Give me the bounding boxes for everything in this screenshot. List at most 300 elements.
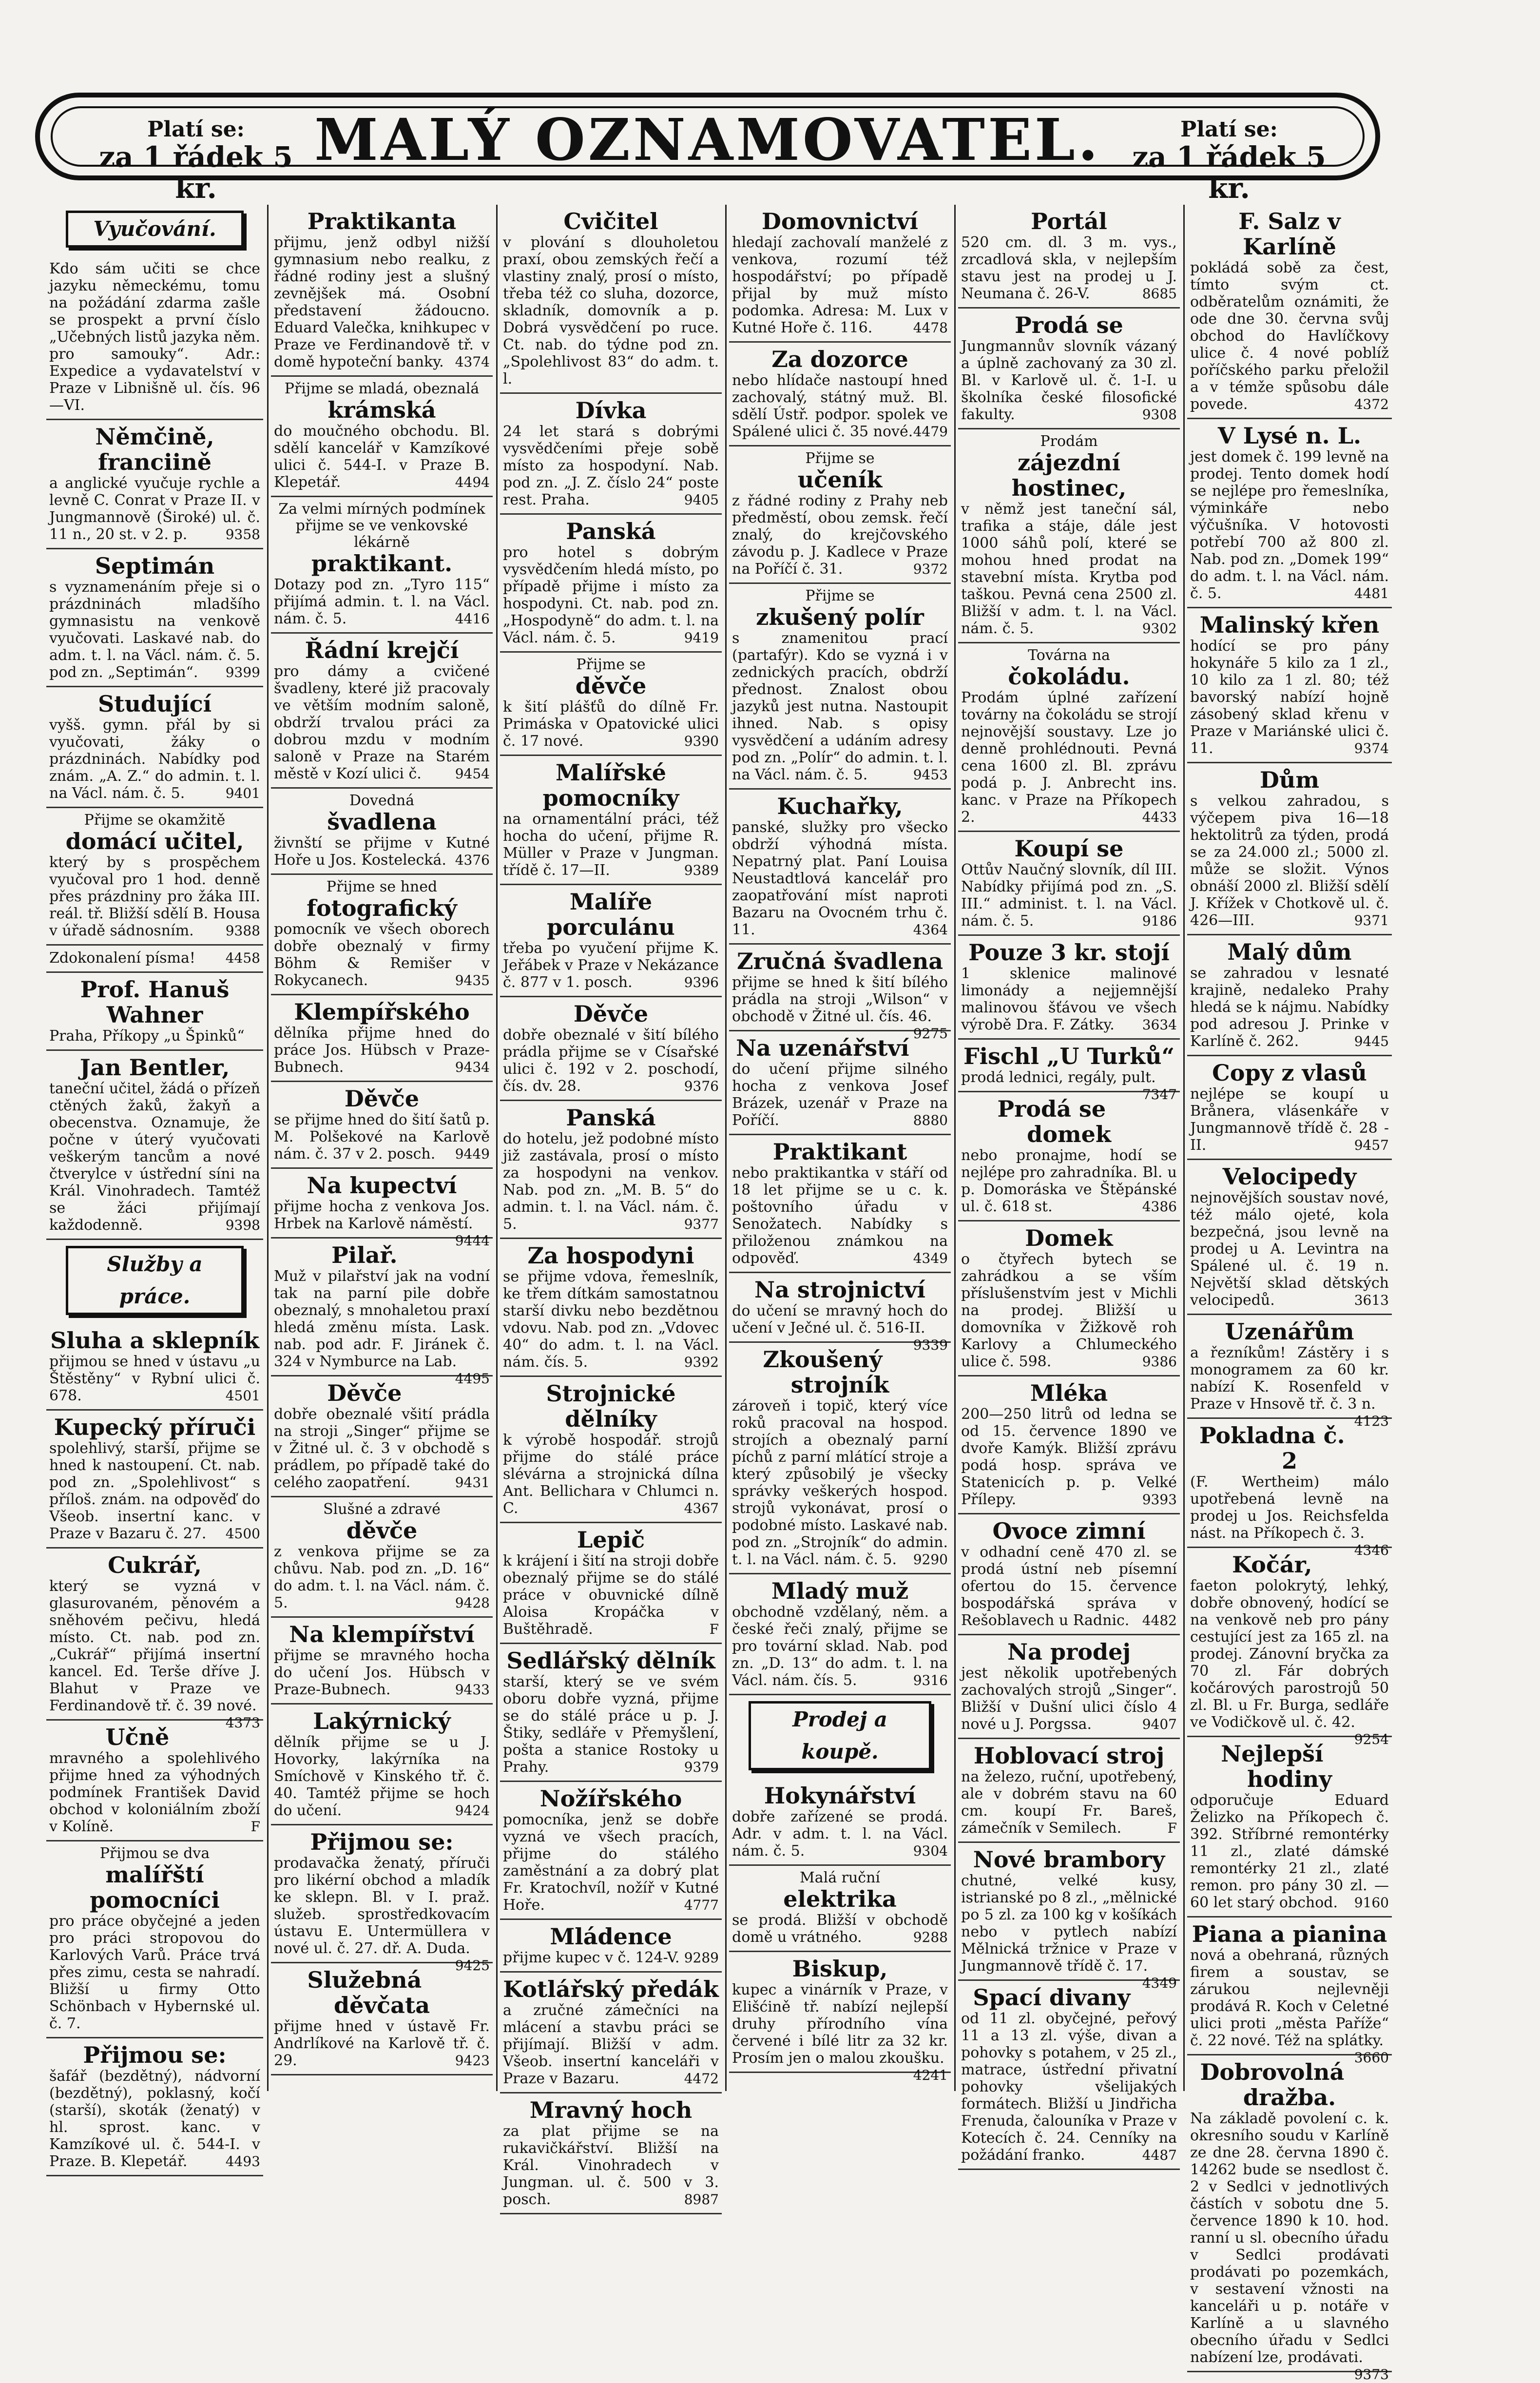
classified-ad	[958, 205, 1180, 309]
ad-heading: Kotlářský předák	[503, 1976, 719, 2002]
ad-number: 4346	[1354, 1542, 1389, 1558]
classified-ad	[729, 1273, 951, 1353]
ad-number: 9339	[913, 1337, 948, 1353]
ad-preface: Přijme se	[576, 656, 646, 673]
ad-number: 9302	[1142, 620, 1177, 637]
ad-heading: Strojnické dělníky	[546, 1380, 676, 1432]
ad-text: dobře obeznalé všití prádla na stroji „Singer“ přijme se v Žitné ul. č. 3 v obchodě s prádlem, po případě také do celého zaopatření.	[274, 1406, 490, 1491]
ad-text: s vyznamenáním přeje si o prázdninách mladšího gymnasistu na venkově vyučovati. Laskavé nab. do adm. t. l. na Václ. nám. č. 5. pod zn. „Septimán“.	[49, 579, 260, 681]
classified-ad	[1187, 1056, 1392, 1160]
classified-ad	[46, 973, 263, 1051]
ad-body	[49, 260, 260, 414]
classified-ad	[729, 790, 951, 945]
ad-text: Prodám úplné zařízení továrny na čokoládu se strojí nejnovější soustavy. Lze jo denně prohlédnouti. Pevná cena 1600 zl. Bl. zprávu podá p. J. Anbrecht ins. kanc. v Praze na Příkopech 2.	[961, 689, 1177, 826]
ad-number: 3613	[1354, 1292, 1389, 1308]
ad-heading: Na uzenářství	[736, 1035, 909, 1061]
classified-ad	[500, 653, 722, 756]
ad-body	[961, 501, 1177, 637]
ad-text: pro práce obyčejné a jeden pro práci stropovou do Karlových Varů. Práce trvá přes zimu, cesta se nahradí. Bližší u firmy Otto Schönbach v Hybernské ul. č. 7.	[49, 1913, 260, 2032]
ad-number: 4487	[1142, 2147, 1177, 2163]
classified-ad	[958, 1514, 1180, 1635]
classified-ad	[500, 997, 722, 1101]
ad-number: 9405	[684, 492, 719, 508]
ad-number: 9377	[684, 1216, 719, 1232]
ad-text: z venkova přijme se za chůvu. Nab. pod zn. „D. 16“ do adm. t. l. na Václ. nám. č. 5.	[274, 1543, 490, 1611]
ad-text: mravného a spolehlivého přijme hned za výhodných podmínek František David obchod v koloniálním zboží v Kolíně.	[49, 1750, 260, 1835]
ad-heading: Panská	[566, 518, 656, 544]
ad-number: 4479	[913, 424, 948, 440]
ad-text: přijme hocha z venkova Jos. Hrbek na Karlově náměstí.	[274, 1198, 490, 1232]
column-3	[500, 205, 722, 2208]
ad-number: 9254	[1354, 1731, 1389, 1747]
ad-body	[274, 1647, 490, 1698]
ad-body	[961, 338, 1177, 423]
ad-text: do moučného obchodu. Bl. sdělí kancelář v Kamzíkové ulici č. 544-I. v Praze B. Klepetář.	[274, 423, 490, 491]
classified-ad	[46, 1549, 263, 1731]
ad-text: nebo hlídače nastoupí hned zachovalý, státný muž. Bl. sdělí Ústř. podpor. spolek ve Spálené ulici č. 35 nové.	[732, 372, 948, 440]
ad-number: 4364	[913, 922, 948, 938]
classified-ad	[1187, 1548, 1392, 1747]
classified-ad	[958, 1981, 1180, 2170]
ad-body	[274, 1198, 490, 1249]
ad-heading: Dům	[1259, 767, 1319, 793]
classified-ad	[729, 1952, 951, 2083]
ad-body	[1190, 1473, 1389, 1558]
ad-heading: Biskup,	[792, 1956, 888, 1982]
ad-preface: Prodám	[1040, 433, 1098, 450]
ad-body	[961, 1544, 1177, 1629]
ad-heading: Zkoušený strojník	[763, 1346, 889, 1398]
ad-body	[274, 1268, 490, 1387]
ad-heading: domácí učitel,	[65, 828, 244, 854]
ad-number: 8987	[684, 2191, 719, 2208]
ad-text: přijme hned v ústavě Fr. Andrlíkové na Karlově tř. č. 29.	[274, 2018, 490, 2069]
ad-number: 3660	[1354, 2050, 1389, 2066]
classified-ad	[729, 1135, 951, 1273]
classified-ad	[1187, 763, 1392, 935]
ad-text: taneční učitel, žádá o přízeň ctěných žaků, žakyň a obecenstva. Oznamuje, že počne v úterý vyučovati veškerým tancům a nové čtverylce v ústřední síni na Král. Vinohradech. Tamtéž se žáci přijímají každodenně.	[49, 1080, 260, 1234]
column-rule	[725, 205, 727, 2091]
ad-heading: Jan Bentler,	[79, 1054, 230, 1081]
ad-heading: Přijmou se:	[310, 1829, 454, 1855]
classified-ad	[729, 584, 951, 790]
ad-number: 9316	[913, 1672, 948, 1688]
ad-heading: Malý dům	[1227, 939, 1352, 965]
ad-number: 9390	[684, 733, 719, 749]
ad-heading: Na kupectví	[307, 1172, 457, 1199]
classified-ad	[271, 1963, 493, 2075]
classified-ad	[46, 1841, 263, 2038]
classified-ad	[46, 1721, 263, 1841]
ad-heading: Hokynářství	[764, 1782, 916, 1809]
ad-number: 9386	[1142, 1354, 1177, 1370]
ad-text: chutné, velké kusy, istrianské po 8 zl., „mělnické po 5 zl. za 100 kg v košíkách nebo v pytlech nabízí Mělnická tržnice v Praze v Jungmannově třídě č. 17.	[961, 1872, 1177, 1975]
classified-ad	[1187, 205, 1392, 419]
ad-text: o čtyřech bytech se zahrádkou a se vším příslušenstvím jest v Michli na prodej. Bližší u domovníka v Žižkově roh Karlovy a Chlumeckého ulice č. 598.	[961, 1251, 1177, 1370]
ad-body	[274, 2018, 490, 2069]
ad-text: hledají zachovalí manželé z venkova, rozumí též hospodářství; po případě přijal by muž místo podomka. Adresa: M. Lux v Kutné Hoře č. 116.	[732, 234, 948, 336]
ad-number: 4481	[1354, 585, 1389, 601]
classified-ad	[271, 1082, 493, 1169]
masthead-title: MALÝ OZNAMOVATEL.	[314, 106, 1101, 174]
ad-heading: Portál	[1031, 208, 1107, 234]
ad-heading: Prodá se domek	[997, 1096, 1111, 1147]
ad-body	[961, 1251, 1177, 1370]
ad-number: 8685	[1142, 286, 1177, 302]
classified-ad	[1187, 608, 1392, 763]
ad-body	[732, 234, 948, 336]
ad-preface: Přijme se hned	[326, 878, 438, 895]
ad-body	[732, 1604, 948, 1689]
ad-heading: Děvče	[344, 1085, 420, 1112]
classified-ad	[500, 205, 722, 394]
ad-text: prodá lednici, regály, pult.	[961, 1069, 1156, 1086]
ad-heading: Na prodej	[1007, 1639, 1131, 1665]
ad-heading: Panská	[566, 1104, 656, 1131]
ad-text: obchodně vzdělaný, něm. a české řeči znalý, přijme se pro tovární sklad. Nab. pod zn. „D. 13“ do adm. t. l. na Václ. nám. čís. 5.	[732, 1604, 948, 1689]
classified-ad	[1187, 419, 1392, 608]
ad-heading: Studující	[97, 691, 212, 717]
ad-heading: Kupecký příruči	[54, 1414, 256, 1440]
classified-ad	[1187, 1419, 1392, 1558]
ad-text: v plování s dlouholetou praxí, obou zemských řečí a vlastiny znalý, prosí o místo, třeba též co sluha, dozorce, skladník, domovník a p. Dobrá vysvědčení po ruce. Ct. nab. do týdne pod zn. „Spolehlivost 83“ do adm. t. l.	[503, 234, 719, 387]
ad-text: Dotazy pod zn. „Tyro 115“ přijímá admin. t. l. na Václ. nám. č. 5.	[274, 576, 490, 627]
ad-heading: Hoblovací stroj	[973, 1743, 1165, 1769]
ad-number: 9449	[455, 1146, 490, 1162]
ad-text: v odhadní ceně 470 zl. se prodá ústní neb písemní ofertou do 15. července bospodářská správa v Rešoblavech u Radnic.	[961, 1544, 1177, 1629]
ad-heading: Domovnictví	[761, 208, 919, 234]
ad-body	[274, 921, 490, 989]
classified-ad	[958, 1040, 1180, 1103]
ad-heading: Na klempířství	[289, 1621, 475, 1647]
ad-text: nebo praktikantka v stáří od 18 let přijme se u c. k. poštovního úřadu v Senožatech. Nabídky s přiloženou známkou na odpověď.	[732, 1164, 948, 1267]
classified-ad	[958, 643, 1180, 832]
ad-heading: Zručná švadlena	[736, 948, 943, 974]
ad-heading: V Lysé n. L.	[1217, 423, 1362, 449]
classified-ad	[958, 1221, 1180, 1376]
ad-heading: Pilař.	[331, 1242, 398, 1268]
ad-body	[49, 854, 260, 939]
ad-heading: Cukrář,	[108, 1552, 202, 1578]
column-rule	[954, 205, 956, 2091]
ad-heading: Za hospodyni	[527, 1242, 694, 1269]
ad-heading: Uzenářům	[1225, 1318, 1354, 1345]
classified-ad	[271, 1825, 493, 1974]
ad-heading: Sluha a sklepník	[50, 1327, 259, 1354]
ad-body	[503, 1130, 719, 1233]
ad-heading: děvče	[346, 1517, 418, 1544]
ad-body	[49, 949, 260, 967]
ad-heading: Velocipedy	[1222, 1163, 1357, 1190]
ad-preface: Přijmou se dva	[99, 1845, 210, 1862]
ad-text: který by s prospěchem vyučoval pro 1 hod. denně přes prázdniny pro žáka III. reál. tř. Bližší sdělí B. Housa v úřadě sádnosním.	[49, 854, 260, 939]
ad-body	[732, 819, 948, 938]
ad-number: 9398	[225, 1217, 260, 1233]
ad-heading: Koupí se	[1014, 835, 1124, 862]
ad-body	[274, 234, 490, 370]
ad-number: 9308	[1142, 407, 1177, 423]
ad-text: a řezníkům! Zástěry i s monogramem za 60 kr. nabízí K. Rosenfeld v Praze v Hnsově tř. č. 3 n.	[1190, 1344, 1389, 1413]
ad-heading: Ovoce zimní	[992, 1518, 1146, 1544]
ad-text: Ottův Naučný slovník, díl III. Nabídky přijímá pod zn. „S. III.“ administ. t. l. na Václ. nám. č. 5.	[961, 861, 1177, 930]
classified-ad	[271, 1169, 493, 1249]
ad-text: pro dámy a cvičené švadleny, které již pracovaly ve větším modním saloně, obdrží trvalou práci za dobrou mzdu v modním saloně v Praze na Starém městě v Kozí ulici č.	[274, 663, 490, 782]
ad-heading: Pouze 3 kr. stojí	[968, 939, 1170, 966]
ad-number: 4373	[225, 1715, 260, 1731]
ad-body	[732, 372, 948, 440]
price-note-right	[1127, 118, 1331, 204]
ad-number: F	[1167, 1820, 1177, 1836]
classified-ad	[46, 256, 263, 420]
classified-ad	[958, 1376, 1180, 1514]
ad-body	[1190, 1344, 1389, 1429]
ad-heading: Němčině, franciině	[95, 424, 214, 475]
ad-number: 9393	[1142, 1492, 1177, 1508]
classified-ad	[729, 343, 951, 446]
ad-number: 9423	[455, 2053, 490, 2069]
ad-body	[961, 234, 1177, 302]
ad-number: 4416	[455, 611, 490, 627]
ad-number: 9358	[225, 526, 260, 542]
ad-text: za plat přijme se na rukavičkářství. Bližší na Král. Vinohradech v Jungman. ul. č. 500 v 3. posch.	[503, 2123, 719, 2208]
ad-text: 1 sklenice malinové limonády a nejjemnější malinovou šťávou ve všech výrobě Dra. F. Zátky.	[961, 965, 1177, 1033]
classified-ad	[271, 634, 493, 789]
ad-number: 4495	[455, 1371, 490, 1387]
ad-preface: Přijme se	[805, 587, 875, 604]
ad-body	[274, 423, 490, 491]
ad-heading: Malířské pomocníky	[542, 759, 679, 811]
ad-heading: Řádní krejčí	[305, 637, 459, 663]
ad-body	[503, 1027, 719, 1095]
ad-text: (F. Wertheim) málo upotřebená levně na prodej u Jos. Reichsfelda nást. na Příkopech č. 3.	[1190, 1473, 1389, 1542]
column-rule	[267, 205, 269, 2091]
ad-heading: praktikant.	[311, 550, 453, 577]
ad-text: na ornamentální práci, též hocha do učení, přijme R. Müller v Praze v Jungman. třídě č. 17—II.	[503, 811, 719, 879]
ad-text: pomocníka, jenž se dobře vyzná ve všech pracích, přijme do stálého zaměstnání a za dobrý plat Fr. Kratochvíl, nožíř v Kutné Hoře.	[503, 1811, 719, 1914]
classified-ad	[1187, 2055, 1392, 2383]
ad-body	[961, 1665, 1177, 1733]
classified-ad	[958, 1843, 1180, 1991]
ad-body	[49, 1080, 260, 1234]
ad-heading: Služebná děvčata	[307, 1967, 430, 2018]
classified-ad	[46, 420, 263, 549]
ad-text: nejlépe se koupí u Brånera, vlásenkáře v Jungmannově třídě č. 28 -II.	[1190, 1085, 1389, 1154]
ad-body	[49, 1027, 260, 1045]
classified-ad	[500, 1782, 722, 1920]
ad-text: starší, který se ve svém oboru dobře vyzná, přijme se do stálé práce u p. J. Štiky, sedláře v Přemyšlení, pošta a stanice Rostoky u Prahy.	[503, 1673, 719, 1776]
classified-ad	[958, 832, 1180, 936]
ad-number: 8880	[913, 1112, 948, 1128]
ad-number: 4349	[913, 1250, 948, 1266]
ad-heading: Malinský křen	[1199, 612, 1380, 638]
ad-body	[961, 1406, 1177, 1508]
ad-body	[49, 2068, 260, 2170]
ad-heading: Pokladna č. 2	[1199, 1422, 1345, 1474]
ad-heading: zájezdní hostinec,	[1011, 449, 1127, 501]
ad-number: 9399	[225, 664, 260, 680]
ad-text: a zručné zámečníci na mlácení a stavbu práci se přijímají. Bližší v adm. Všeob. insertní kanceláři v Praze v Bazaru.	[503, 2002, 719, 2087]
price-left-line2: za 1 řádek 5 kr.	[99, 140, 293, 205]
ad-body	[503, 2123, 719, 2208]
ad-text: dělníka přijme hned do práce Jos. Hübsch v Praze-Bubnech.	[274, 1025, 490, 1076]
ad-heading: Dobrovolná dražba.	[1200, 2059, 1345, 2111]
ad-body	[961, 2010, 1177, 2164]
column-rule	[1183, 205, 1185, 2091]
classified-ad	[729, 945, 951, 1042]
ad-number: 9454	[455, 766, 490, 782]
ad-text: Na základě povolení c. k. okresního soudu v Karlíně ze dne 28. června 1890 č. 14262 bude se nsedlost č. 2 v Sedlci v jednotlivých částích v sobotu dne 5. července 1890 k 10. hod. ranní u sl. obecního úřadu v Sedlci prodávati prodávati po pozemkách, v sestavení vžnosti na kanceláři u p. notáře v Karlíně a u slavného obecního úřadu v Sedlci nabízení lze, prodávati.	[1190, 2110, 1389, 2366]
ad-body	[503, 1811, 719, 1914]
ad-heading: Nové brambory	[973, 1846, 1165, 1873]
ad-text: faeton polokrytý, lehký, dobře obnovený, hodící se na venkově neb pro pány cestující jest za 165 zl. na prodej. Zánovní bryčka za 70 zl. Fár dobrých kočárových parostrojů 50 zl. Bl. u Fr. Burga, sedláře ve Vodičkově ul. č. 42.	[1190, 1577, 1389, 1731]
classified-ad	[271, 1705, 493, 1825]
ad-number: 4458	[225, 950, 260, 966]
ad-body	[274, 576, 490, 627]
ad-body	[503, 1673, 719, 1776]
ad-number: F	[250, 1819, 260, 1835]
ad-text: přijme se mravného hocha do učení Jos. Hübsch v Praze-Bubnech.	[274, 1647, 490, 1698]
ad-text: k šití plášťů do dílně Fr. Primáska v Opatovické ulici č. 17 nové.	[503, 698, 719, 750]
ad-text: šafář (bezdětný), nádvorní (bezdětný), poklasný, kočí (starší), skoták (ženatý) v hl. sprost. kanc. v Kamzíkové ul. č. 544-I. v Praze. B. Klepetář.	[49, 2068, 260, 2170]
ad-body	[732, 1912, 948, 1946]
ad-heading: Cvičitel	[563, 208, 658, 234]
ad-text: jest domek č. 199 levně na prodej. Tento domek hodí se nejlépe pro řemeslníka, výminkáře nebo výčušníka. V hotovosti potřebí 700 až 800 zl. Nab. pod zn. „Domek 199“ do adm. t. l. na Václ. nám. č. 5.	[1190, 448, 1389, 602]
ad-body	[49, 1913, 260, 2032]
ad-number: 4493	[225, 2153, 260, 2170]
masthead-banner	[35, 93, 1380, 205]
ad-body	[732, 630, 948, 783]
ad-number: 9407	[1142, 1716, 1177, 1732]
ad-heading: Za dozorce	[771, 346, 908, 372]
ad-body	[732, 1808, 948, 1860]
ad-body	[961, 1147, 1177, 1215]
ad-text: dobře obeznalé v šití bílého prádla přijme se v Císařské ulici č. 192 v 2. poschodí, čís. dv. 28.	[503, 1027, 719, 1095]
ad-heading: Mladý muž	[771, 1578, 909, 1604]
classified-ad	[958, 936, 1180, 1040]
classified-ad	[1187, 1918, 1392, 2066]
classified-ad	[1187, 1315, 1392, 1429]
classified-ad	[958, 1092, 1180, 1221]
classified-ad	[500, 1101, 722, 1239]
ad-number: 9186	[1142, 913, 1177, 929]
ad-heading: Mléka	[1030, 1380, 1108, 1406]
ad-number: 9304	[913, 1843, 948, 1859]
ad-number: 4386	[1142, 1199, 1177, 1215]
section-heading: Vyučování.	[66, 211, 244, 248]
ad-body	[961, 861, 1177, 930]
classified-ad	[958, 429, 1180, 643]
ad-heading: Nejlepší hodiny	[1221, 1741, 1332, 1792]
ad-number: 4123	[1354, 1413, 1389, 1429]
ad-body	[49, 717, 260, 802]
ad-number: 9290	[913, 1551, 948, 1568]
ad-number: 9160	[1354, 1895, 1389, 1911]
ad-body	[274, 1855, 490, 1974]
ad-preface: Dovedná	[349, 792, 415, 809]
ad-text: který se vyzná v glasurovaném, pěnovém a sněhovém pečivu, hledá místo. Ct. nab. pod zn. „Cukrář“ přijímá insertní kancel. Ed. Terše dříve J. Blahut v Praze ve Ferdinandově tř. č. 39 nové.	[49, 1578, 260, 1714]
ad-number: 9424	[455, 1802, 490, 1819]
ad-text: spolehlivý, starší, přijme se hned k nastoupení. Ct. nab. pod zn. „Spolehlivost“ s příloš. znám. na odpověď do Všeob. insertní kanc. v Praze v Bazaru č. 27.	[49, 1440, 260, 1542]
ad-number: 4433	[1142, 809, 1177, 825]
ad-body	[732, 1981, 948, 2083]
ad-number: 4478	[913, 320, 948, 336]
section-heading: Prodej a koupě.	[749, 1701, 931, 1770]
ad-text: v němž jest taneční sál, trafika a stáje, dále jest 1000 sáhů polí, které se mohou hned prodat na stavební místa. Krytba pod taškou. Pevná cena 2500 zl. Bližší v adm. t. l. na Václ. nám. č. 5.	[961, 501, 1177, 637]
ad-body	[49, 579, 260, 681]
ad-heading: Fischl „U Turků“	[963, 1043, 1175, 1069]
ad-heading: Septimán	[95, 553, 215, 579]
ad-preface: Přijme se	[805, 450, 875, 467]
section-heading: Služby a práce.	[66, 1246, 244, 1315]
classified-ad	[500, 394, 722, 515]
ad-number: 9371	[1354, 912, 1389, 929]
ad-heading: švadlena	[327, 809, 437, 835]
ad-text: do učení se mravný hoch do učení v Ječné ul. č. 516-II.	[732, 1302, 948, 1337]
ad-number: 4472	[684, 2071, 719, 2087]
ad-heading: Praktikanta	[307, 208, 457, 234]
ad-number: 9433	[455, 1682, 490, 1698]
column-1	[46, 205, 263, 2170]
ad-text: pokládá sobě za čest, tímto svým ct. odběratelům oznámiti, že ode dne 30. června svůj obchod do Havlíčkovy ulice č. 4 nové poblíž poříčského parku přeložil a v témže spůsobu dále povede.	[1190, 259, 1389, 413]
ad-number: F	[709, 1621, 719, 1637]
ad-number: 9401	[225, 785, 260, 801]
ad-text: prodavačka ženatý, příruči pro likérní obchod a mladík ke sklepn. Bl. v I. praž. služeb. sprostředkovacím ústavu E. Untermüllera v nové ul. č. 27. dř. A. Duda.	[274, 1855, 490, 1957]
ad-text: Praha, Příkopy „u Špinků“	[49, 1027, 245, 1045]
classified-ad	[500, 1239, 722, 1377]
ad-text: z řádné rodiny z Prahy neb předměstí, obou zemsk. řečí znalý, do krejčovského závodu p. J. Kadlece v Praze na Poříčí č. 31.	[732, 492, 948, 578]
ad-preface: Malá ruční	[800, 1869, 880, 1886]
classified-ad	[46, 1411, 263, 1549]
classified-ad	[500, 885, 722, 997]
ad-number: 7347	[1142, 1086, 1177, 1103]
ad-body	[961, 965, 1177, 1033]
ad-text: vyšš. gymn. přál by si vyučovati, žáky o prázdninách. Nabídky pod znám. „A. Z.“ do admin. t. l. na Václ. nám. č. 5.	[49, 717, 260, 802]
ad-text: pro hotel s dobrým vysvědčením hledá místo, po případě přijme i místo za hospodyni. Ct. nab. pod zn. „Hospodyně“ do adm. t. l. na Václ. nám. č. 5.	[503, 544, 719, 646]
ad-heading: Přijmou se:	[83, 2042, 227, 2068]
ad-number: 4494	[455, 474, 490, 490]
price-right-line1: Platí se:	[1180, 117, 1278, 142]
ad-text: přijmou se hned v ústavu „u Štěstěny“ v Rybní ulici č. 678.	[49, 1353, 260, 1404]
ad-heading: Na strojnictví	[754, 1277, 925, 1303]
ad-number: 9392	[684, 1354, 719, 1370]
ad-body	[503, 1432, 719, 1517]
classified-ad	[46, 946, 263, 973]
ad-number: 9457	[1354, 1137, 1389, 1153]
classified-ad	[500, 1644, 722, 1782]
ad-text: zároveň i topič, který více roků pracoval na hospod. strojích a obeznalý parní píchů z parní mlátící stroje a který způsobilý je všecky správky veškerých hospod. strojů vykonávat, prosí o podobné místo. Laskavé nab. pod zn. „Strojník“ do admin. t. l. na Václ. nám. č. 5.	[732, 1397, 948, 1568]
ad-heading: Učně	[105, 1724, 170, 1750]
ad-text: k krájení i šití na stroji dobře obeznalý přijme se do stálé práce v obuvnické dílně Aloisa Kropáčka v Buštěhradě.	[503, 1552, 719, 1638]
ad-text: živnští se přijme v Kutné Hoře u Jos. Kostelecká.	[274, 834, 490, 869]
ad-heading: Dívka	[575, 397, 647, 424]
classified-ad	[271, 1239, 493, 1387]
ad-body	[274, 1734, 490, 1819]
ad-number: 4374	[455, 354, 490, 370]
ad-number: 9431	[455, 1474, 490, 1491]
ad-body	[274, 1543, 490, 1611]
ad-number: 9389	[684, 862, 719, 878]
ad-heading: Prof. Hanuš Wahner	[80, 976, 230, 1028]
classified-ad	[729, 205, 951, 343]
ad-text: se přijme hned do šití šatů p. M. Polšekové na Karlově nám. č. 37 v 2. posch.	[274, 1111, 490, 1162]
ad-number: 9275	[913, 1026, 948, 1042]
ad-text: 200—250 litrů od ledna se od 15. července 1890 ve dvoře Kamýk. Bližší zprávu podá hosp. správa ve Statenicích p. p. Velké Přílepy.	[961, 1406, 1177, 1508]
ad-heading: F. Salz v Karlíně	[1238, 208, 1341, 260]
classified-ad	[271, 995, 493, 1082]
ad-text: třeba po vyučení přijme K. Jeřábek v Praze v Nekázance č. 877 v 1. posch.	[503, 940, 719, 991]
classified-ad	[1187, 1160, 1392, 1315]
ad-text: se přijme vdova, řemeslník, ke třem dítkám samostatnou starší divku nebo bezdětnou vdovu. Nab. pod zn. „Vdovec 40“ do adm. t. l. na Václ. nám. čís. 5.	[503, 1268, 719, 1371]
